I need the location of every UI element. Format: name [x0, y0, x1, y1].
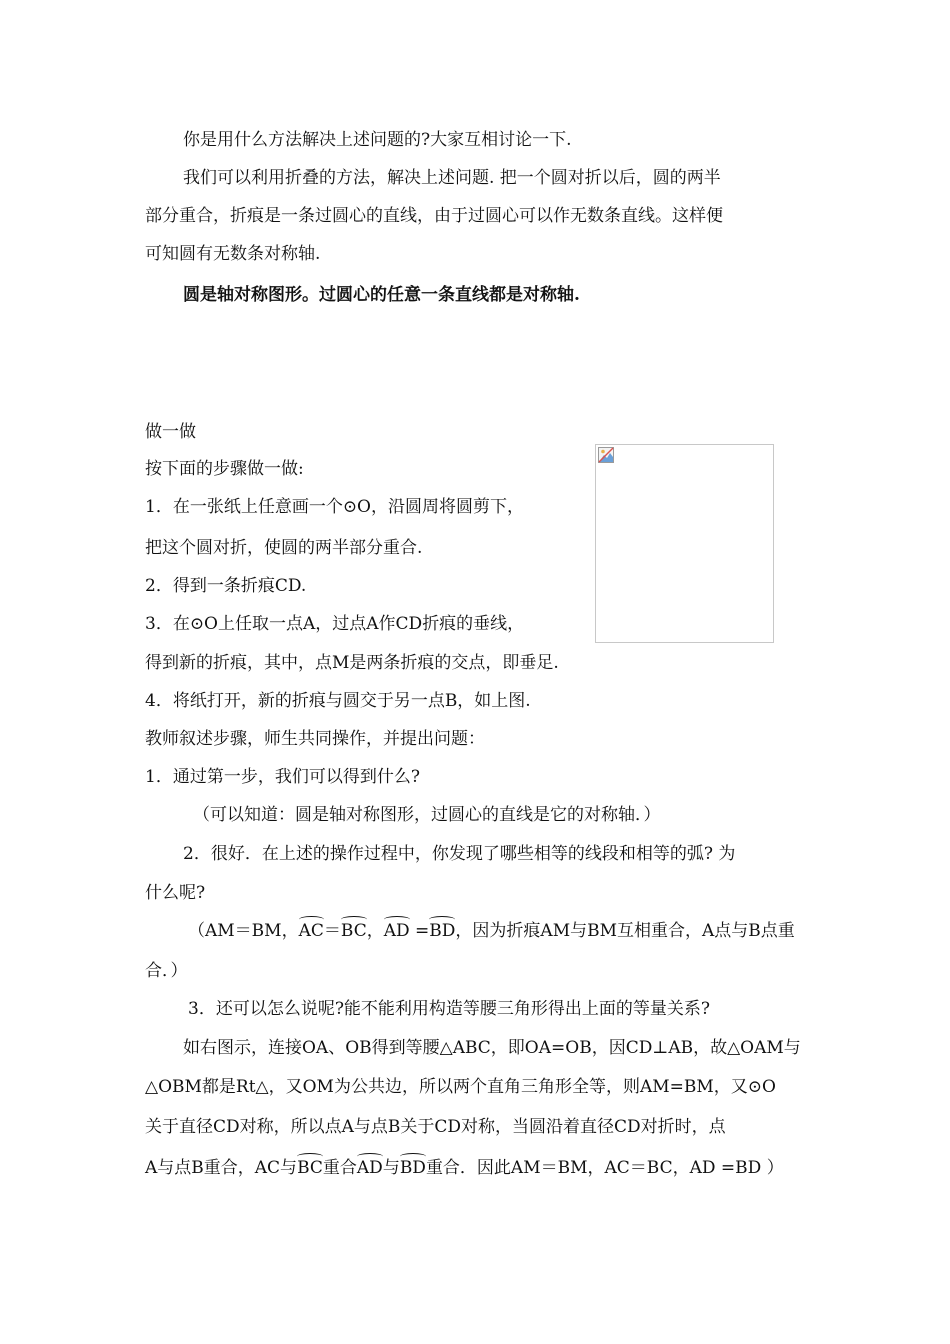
arc-bc: BC [340, 921, 367, 941]
comma: ， [366, 921, 384, 941]
question-2-line-2: 什么呢? [145, 883, 206, 903]
equals-sign: = [409, 921, 430, 941]
arc-ad: AD [356, 1158, 383, 1178]
step-4: 4．将纸打开，新的折痕与圆交于另一点B，如上图. [145, 691, 531, 711]
figure-placeholder [595, 444, 774, 643]
equals-sign: ＝ [323, 921, 341, 941]
paragraph-fold-line-1: 我们可以利用折叠的方法，解决上述问题. 把一个圆对折以后，圆的两半 [183, 168, 721, 188]
arc-ac: AC [298, 921, 324, 941]
paragraph-fold-line-3: 可知圆有无数条对称轴. [145, 244, 321, 264]
answer-2-open: （AM＝BM， [188, 921, 299, 941]
step-3-line-1: 3．在⊙O上任取一点A，过点A作CD折痕的垂线， [145, 614, 525, 634]
proof-line-1: 如右图示，连接OA、OB得到等腰△ABC，即OA=OB，因CD⊥AB，故△OAM与 [183, 1038, 801, 1058]
teacher-instruction: 教师叙述步骤，师生共同操作，并提出问题： [145, 729, 485, 749]
activity-intro: 按下面的步骤做一做: [145, 459, 304, 479]
proof-line-4-b: 重合 [322, 1158, 357, 1178]
step-1-line-1: 1．在一张纸上任意画一个⊙O，沿圆周将圆剪下， [145, 497, 524, 517]
broken-image-icon [598, 447, 614, 463]
step-1-line-2: 把这个圆对折，使圆的两半部分重合. [145, 538, 423, 558]
proof-line-3: 关于直径CD对称，所以点A与点B关于CD对称，当圆沿着直径CD对折时，点 [145, 1117, 726, 1137]
answer-2-line-1 [188, 919, 795, 943]
arc-ad: AD [383, 921, 410, 941]
proof-line-4 [145, 1156, 784, 1180]
answer-2-line-2: 合．） [145, 961, 188, 981]
question-3: 3．还可以怎么说呢?能不能利用构造等腰三角形得出上面的等量关系? [188, 999, 711, 1019]
answer-2-rest: ，因为折痕AM与BM互相重合，A点与B点重 [455, 921, 795, 941]
step-2: 2．得到一条折痕CD. [145, 576, 307, 596]
arc-bd: BD [429, 921, 456, 941]
arc-bc: BC [297, 1158, 323, 1178]
question-2-line-1: 2．很好．在上述的操作过程中，你发现了哪些相等的线段和相等的弧? 为 [183, 844, 736, 864]
step-3-line-2: 得到新的折痕，其中，点M是两条折痕的交点，即垂足. [145, 653, 559, 673]
answer-1: （可以知道：圆是轴对称图形，过圆心的直线是它的对称轴．） [193, 805, 661, 825]
proof-line-4-c: 与 [382, 1158, 400, 1178]
question-1: 1．通过第一步，我们可以得到什么? [145, 767, 420, 787]
activity-title: 做一做 [145, 422, 196, 442]
paragraph-fold-line-2: 部分重合，折痕是一条过圆心的直线，由于过圆心可以作无数条直线。这样便 [145, 206, 723, 226]
conclusion-bold: 圆是轴对称图形。过圆心的任意一条直线都是对称轴. [183, 285, 580, 305]
proof-line-4-a: A与点B重合，AC与 [145, 1158, 298, 1178]
proof-line-4-d: 重合．因此AM＝BM，AC＝BC，AD =BD ） [425, 1158, 784, 1178]
arc-bd: BD [399, 1158, 426, 1178]
proof-line-2: △OBM都是Rt△，又OM为公共边，所以两个直角三角形全等，则AM=BM，又⊙O [145, 1077, 776, 1097]
paragraph-question: 你是用什么方法解决上述问题的?大家互相讨论一下. [183, 130, 572, 150]
